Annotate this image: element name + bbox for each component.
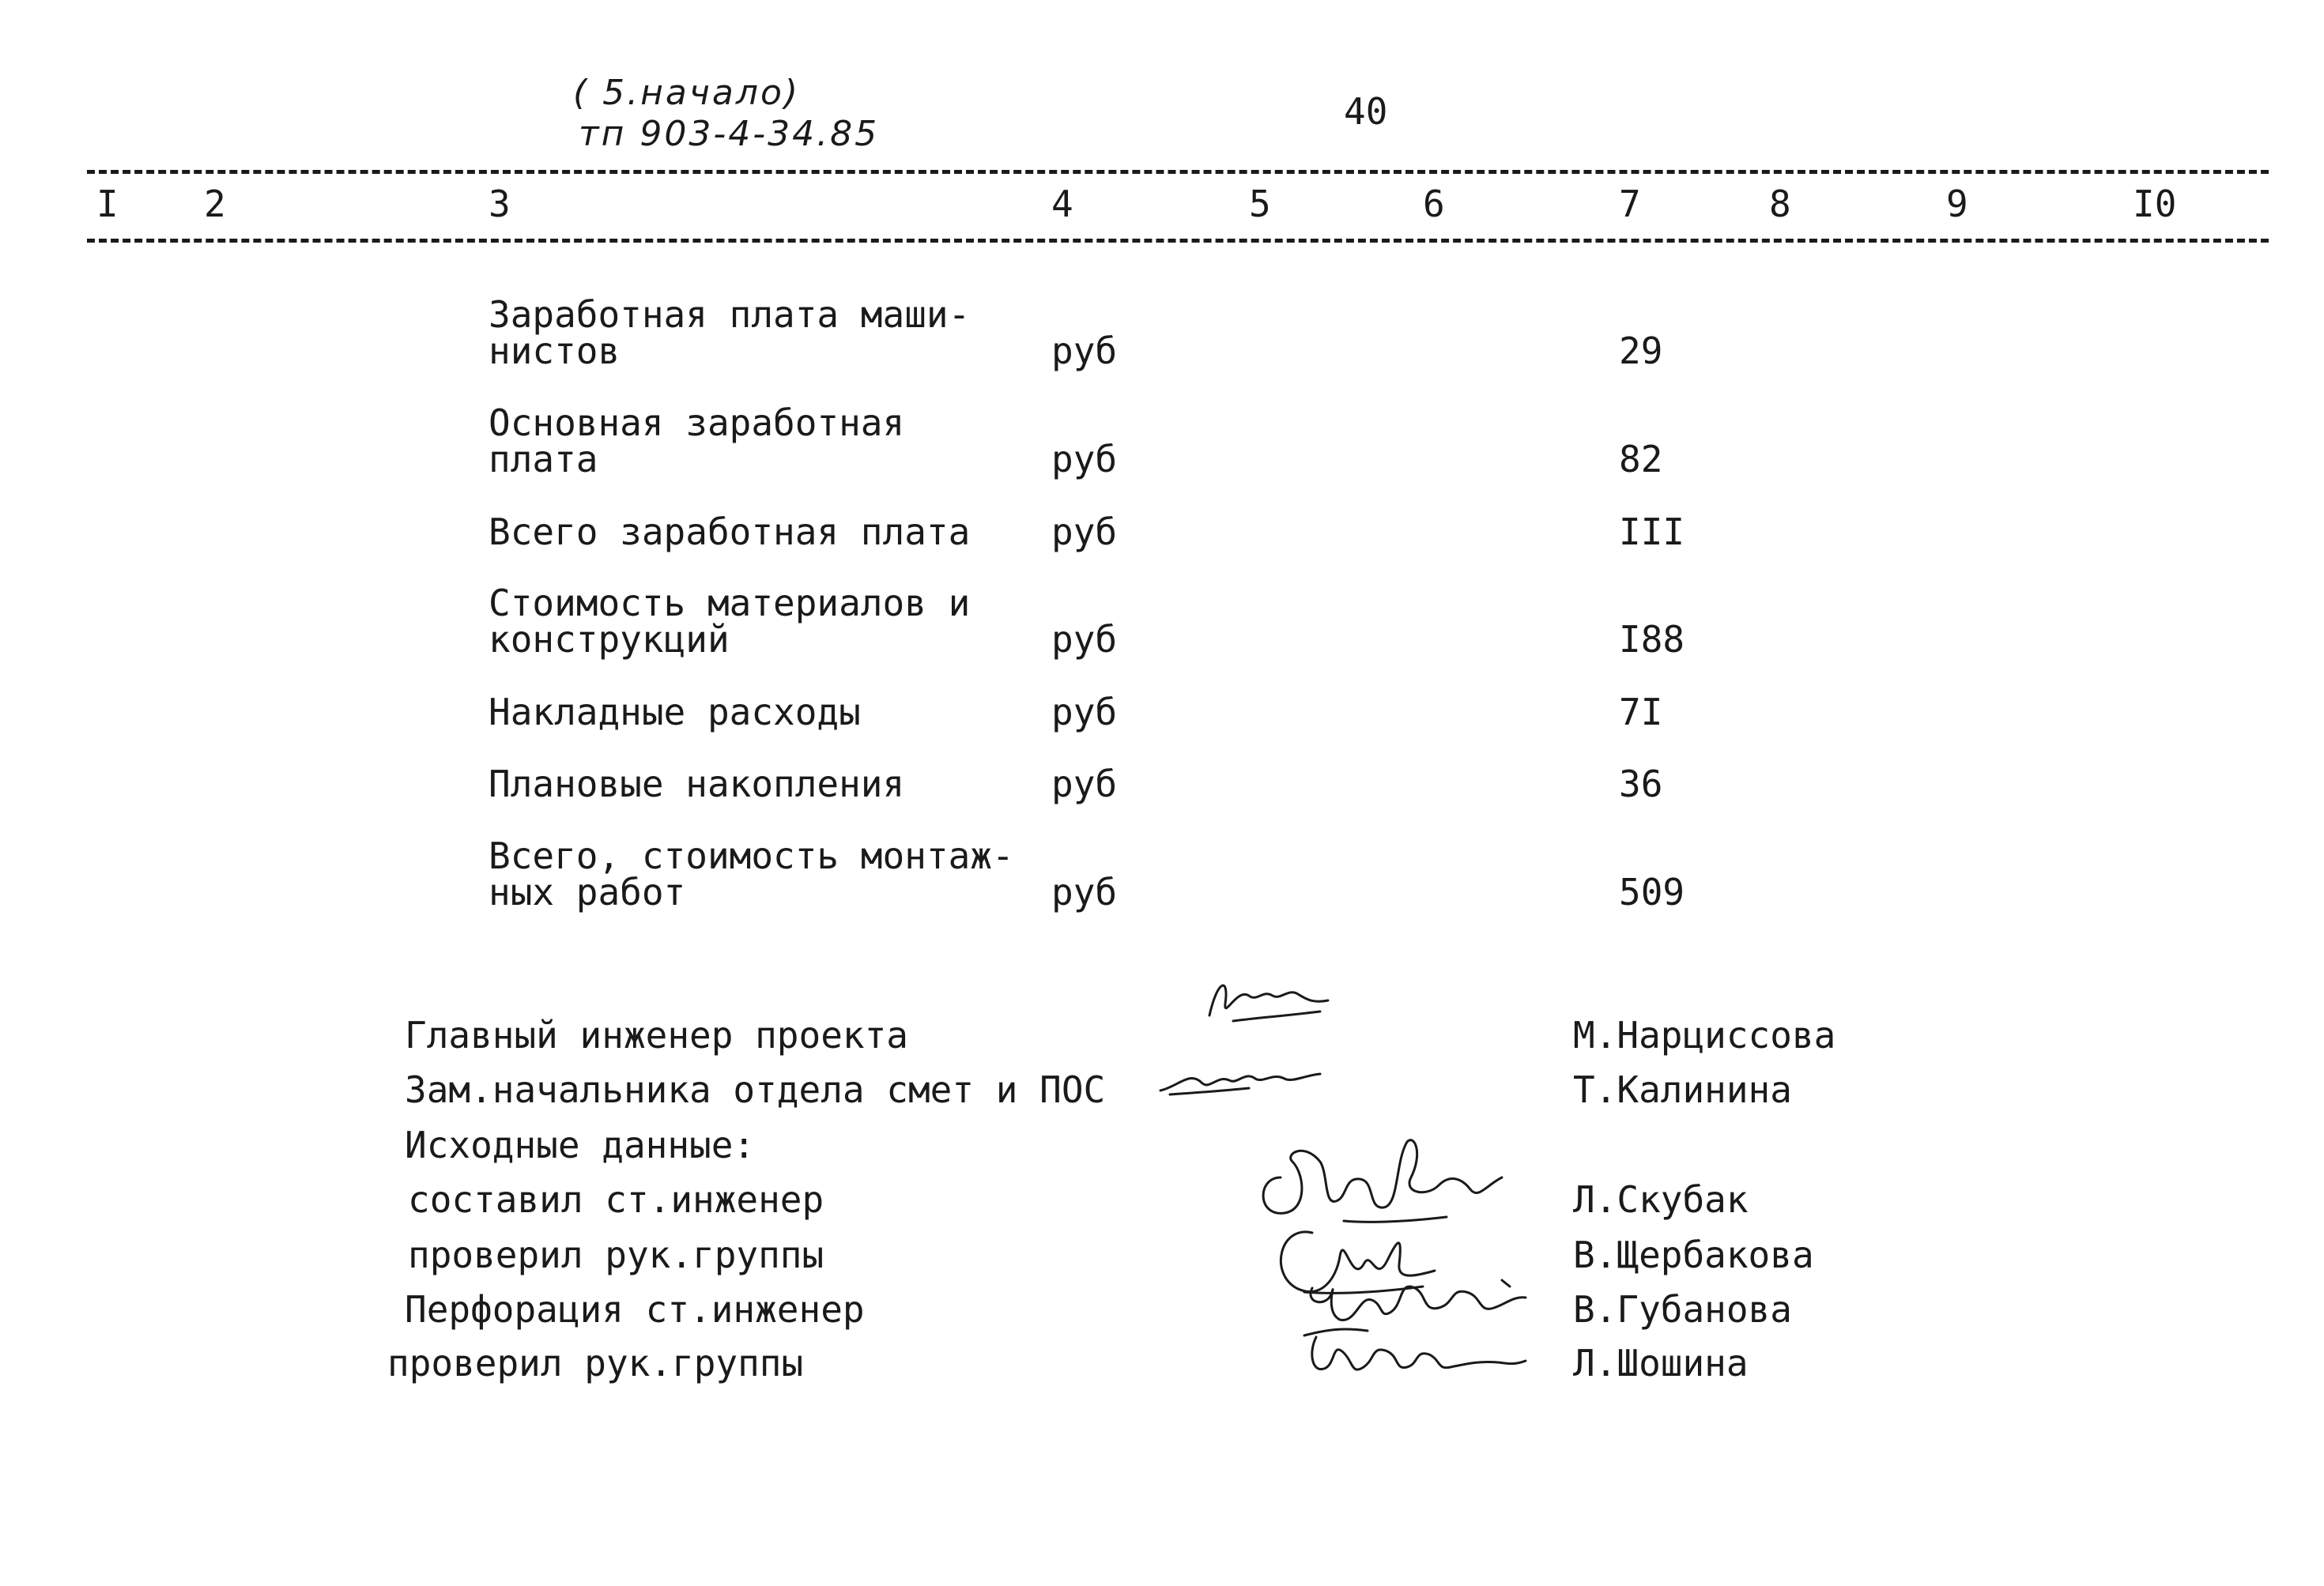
signature-shoshina <box>1296 1321 1534 1384</box>
row-unit: руб <box>1051 510 1118 553</box>
row-value: 82 <box>1619 438 1663 480</box>
row-unit: руб <box>1051 618 1118 661</box>
row-value: 509 <box>1619 871 1685 914</box>
signatory-role: Перфорация ст.инженер <box>405 1288 865 1331</box>
row-label: Плановые накопления <box>489 763 905 805</box>
column-header-5: 5 <box>1249 183 1271 225</box>
header-bottom-rule <box>87 239 2269 243</box>
signature-gubanova <box>1296 1264 1534 1328</box>
signatory-role: Главный инженер проекта <box>405 1014 908 1057</box>
row-unit: руб <box>1051 871 1118 914</box>
signatory-name: Л.Шошина <box>1573 1342 1749 1384</box>
column-header-9: 9 <box>1946 183 1968 225</box>
signature-narcissova <box>1202 972 1336 1035</box>
column-header-6: 6 <box>1423 183 1445 225</box>
signatory-name: Т.Калинина <box>1573 1068 1792 1111</box>
column-header-1: I <box>96 183 119 225</box>
signatory-role: Зам.начальника отдела смет и ПОС <box>405 1068 1106 1111</box>
row-label: Основная заработная плата <box>489 401 905 480</box>
signatory-role: составил ст.инженер <box>408 1178 824 1221</box>
column-header-3: 3 <box>489 183 511 225</box>
row-unit: руб <box>1051 691 1118 733</box>
row-unit: руб <box>1051 763 1118 805</box>
row-value: 29 <box>1619 330 1663 372</box>
signatory-role: проверил рук.группы <box>387 1342 804 1384</box>
row-label: Всего заработная плата <box>489 510 971 553</box>
header-top-rule <box>87 170 2269 174</box>
row-value: 36 <box>1619 763 1663 805</box>
column-header-2: 2 <box>204 183 226 225</box>
column-header-4: 4 <box>1051 183 1073 225</box>
row-label: Стоимость материалов и конструкций <box>489 582 971 661</box>
row-value: I88 <box>1619 618 1685 661</box>
column-header-10: I0 <box>2133 183 2177 225</box>
column-header-7: 7 <box>1619 183 1641 225</box>
signatory-name: Л.Скубак <box>1573 1178 1749 1221</box>
row-label: Накладные расходы <box>489 691 861 733</box>
signature-kalinina <box>1154 1055 1328 1110</box>
row-value: III <box>1619 510 1685 553</box>
document-code: тп 903-4-34.85 <box>579 114 880 154</box>
signatory-name: В.Щербакова <box>1573 1234 1814 1276</box>
section-label: Исходные данные: <box>405 1124 756 1166</box>
column-header-8: 8 <box>1769 183 1791 225</box>
row-unit: руб <box>1051 438 1118 480</box>
row-value: 7I <box>1619 691 1663 733</box>
signatory-role: проверил рук.группы <box>408 1234 824 1276</box>
sheet-label: ( 5.начало) <box>573 73 801 113</box>
row-label: Всего, стоимость монтаж- ных работ <box>489 834 1014 914</box>
row-unit: руб <box>1051 330 1118 372</box>
page-number: 40 <box>1344 90 1388 133</box>
row-label: Заработная плата маши- нистов <box>489 293 971 372</box>
signatory-name: В.Губанова <box>1573 1288 1792 1331</box>
signatory-name: М.Нарциссова <box>1573 1014 1836 1057</box>
